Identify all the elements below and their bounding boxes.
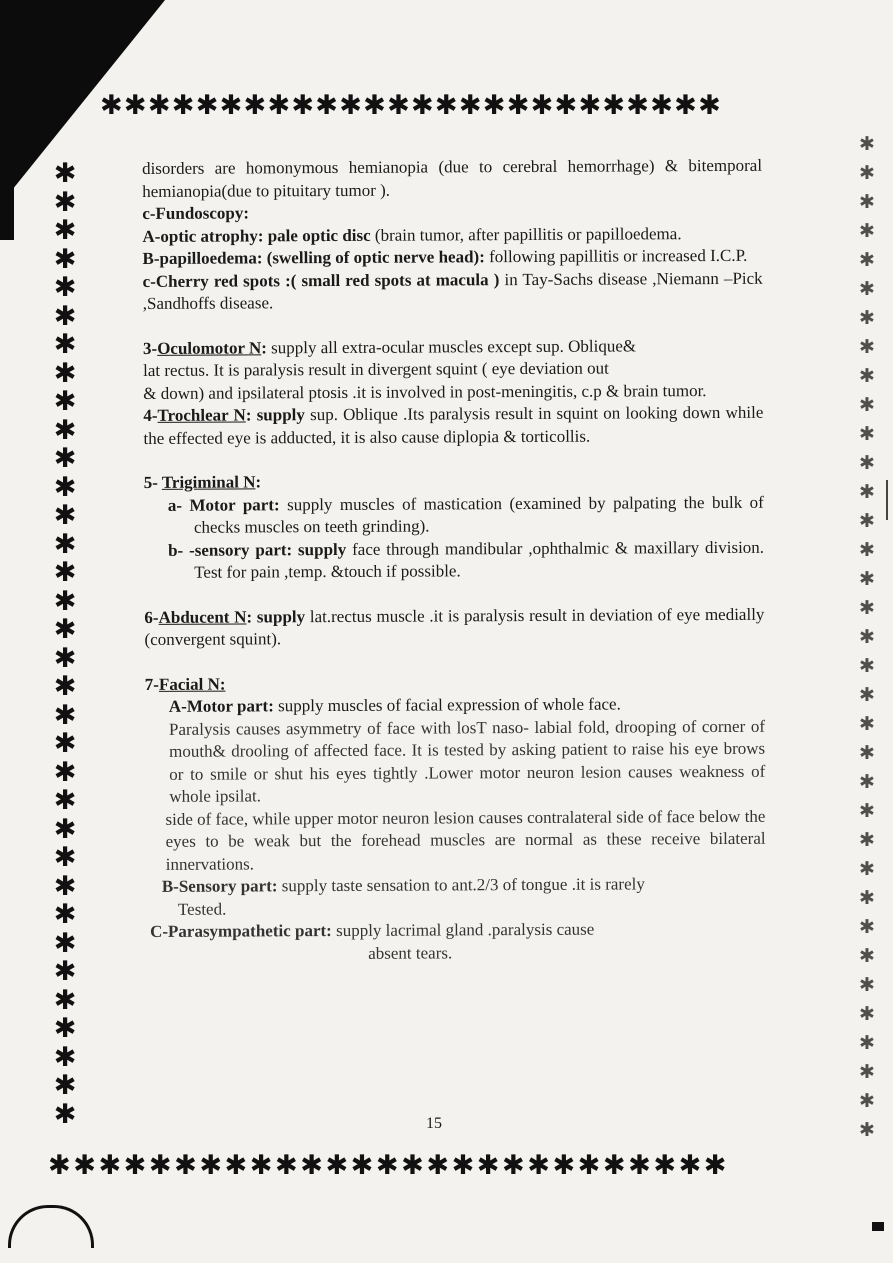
facial-parasympathetic-line	[146, 918, 766, 944]
oculomotor-line2: lat rectus. It is paralysis result in divergent squint ( eye deviation out	[143, 358, 609, 380]
abducent-label-rest: : supply	[246, 606, 306, 626]
oculomotor-text1: supply all extra-ocular muscles except sup. Oblique&	[266, 335, 637, 357]
trigeminal-sensory-text: face through mandibular ,ophthalmic & maxillary division. Test for pain ,temp. &touch if possible.	[194, 537, 765, 582]
oculomotor-colon: :	[261, 337, 267, 357]
facial-motor-line	[145, 693, 765, 719]
trigeminal-motor-text: supply muscles of mastication (examined by palpating the bulk of checks muscles on teeth grinding).	[193, 492, 764, 537]
facial-motor-para1: Paralysis causes asymmetry of face with losT naso- labial fold, drooping of corner of mouth& drooling of affected face. It is tested by asking patient to raise his eye brows or to smile or shut his eyes tightly .Lower motor neuron lesion causes weakness of whole ipsilat.	[168, 716, 766, 806]
scan-smudge	[8, 1205, 94, 1248]
facial-sensory-line2: Tested.	[177, 899, 227, 919]
oculomotor-name: Oculomotor N	[157, 337, 262, 358]
papilloedema-item	[142, 245, 762, 271]
top-star-border: ✱✱✱✱✱✱✱✱✱✱✱✱✱✱✱✱✱✱✱✱✱✱✱✱✱✱	[100, 92, 722, 119]
optic-atrophy-label: A-optic atrophy: pale optic disc	[142, 225, 371, 246]
facial-motor-text: supply muscles of facial expression of whole face.	[273, 694, 621, 716]
trigeminal-name: Trigiminal N	[161, 472, 256, 492]
trigeminal-motor-label: a- Motor part:	[167, 494, 280, 515]
facial-motor-para2: side of face, while upper motor neuron lesion causes contralateral side of face below the eyes to be weak but the forehead muscles are normal as these receive bilateral innervations.	[165, 806, 766, 874]
facial-parasympathetic-label: C-Parasympathetic part:	[150, 921, 332, 941]
trochlear-text: sup. Oblique .Its paralysis result in squint on looking down while the effected eye is adducted, it is also cause diplopia & torticollis.	[143, 402, 764, 448]
oculomotor-line3: & down) and ipsilateral ptosis .it is involved in post-meningitis, c.p & brain tumor.	[143, 380, 707, 403]
abducent-text: lat.rectus muscle .it is paralysis result in deviation of eye medially (convergent squint).	[144, 604, 765, 649]
oculomotor-num: 3-	[142, 338, 158, 358]
trigeminal-sensory-label: b- -sensory part: supply	[168, 539, 347, 560]
trigeminal-motor-item	[144, 491, 764, 539]
trigeminal-heading	[144, 469, 764, 495]
scan-mark	[872, 1222, 884, 1231]
optic-atrophy-text: (brain tumor, after papillitis or papilloedema.	[370, 223, 682, 245]
facial-sensory-label: B-Sensory part:	[161, 876, 278, 896]
right-star-border: ✱ ✱ ✱ ✱ ✱ ✱ ✱ ✱ ✱ ✱ ✱ ✱ ✱ ✱ ✱ ✱ ✱ ✱ ✱ ✱ ✱ ✱ ✱ ✱ ✱ ✱ ✱ ✱ ✱ ✱ ✱ ✱ ✱ ✱ ✱	[859, 133, 875, 1141]
page-number: 15	[426, 1115, 442, 1132]
trigeminal-colon: :	[255, 472, 262, 492]
facial-parasympathetic-line2: absent tears.	[368, 942, 453, 963]
abducent-paragraph	[144, 603, 764, 651]
facial-motor-label: A-Motor part:	[168, 696, 274, 716]
papilloedema-label: B-papilloedema: (swelling of optic nerve head):	[142, 247, 485, 268]
trochlear-num: 4-	[143, 405, 158, 425]
trigeminal-sensory-item	[144, 536, 764, 584]
fundoscopy-heading: c-Fundoscopy:	[142, 203, 250, 223]
papilloedema-text: following papillitis or increased I.C.P.	[484, 245, 748, 267]
trochlear-paragraph	[143, 402, 763, 450]
trigeminal-num: 5-	[143, 472, 162, 492]
optic-atrophy-item	[142, 222, 762, 248]
oculomotor-line1	[143, 334, 763, 360]
page-body	[142, 155, 766, 966]
abducent-num: 6-	[144, 607, 159, 627]
trochlear-label-rest: : supply	[245, 405, 305, 425]
cherry-red-label: c-Cherry red spots :( small red spots at macula )	[142, 269, 500, 291]
left-star-border: ✱ ✱ ✱ ✱ ✱ ✱ ✱ ✱ ✱ ✱ ✱ ✱ ✱ ✱ ✱ ✱ ✱ ✱ ✱ ✱ ✱ ✱ ✱ ✱ ✱ ✱ ✱ ✱ ✱ ✱ ✱ ✱ ✱ ✱	[53, 158, 77, 1130]
cherry-red-text: in Tay-Sachs disease ,Niemann –Pick ,Sandhoffs disease.	[142, 268, 763, 313]
facial-parasympathetic-text: supply lacrimal gland .paralysis cause	[331, 919, 595, 941]
facial-num: 7-	[144, 674, 159, 694]
scan-line	[886, 480, 888, 520]
trochlear-name: Trochlear N	[157, 405, 246, 425]
facial-sensory-line	[146, 873, 766, 899]
facial-sensory-text: supply taste sensation to ant.2/3 of tongue .it is rarely	[277, 874, 645, 896]
bottom-star-border: ✱✱✱✱✱✱✱✱✱✱✱✱✱✱✱✱✱✱✱✱✱✱✱✱✱✱✱	[48, 1152, 730, 1179]
facial-heading	[145, 670, 765, 696]
scan-edge-shadow	[0, 0, 14, 240]
abducent-name: Abducent N	[158, 606, 247, 627]
facial-name: Facial N:	[158, 674, 226, 694]
cherry-red-item	[143, 267, 763, 315]
intro-paragraph: disorders are homonymous hemianopia (due to cerebral hemorrhage) & bitemporal hemianopia(due to pituitary tumor ).	[142, 155, 763, 201]
